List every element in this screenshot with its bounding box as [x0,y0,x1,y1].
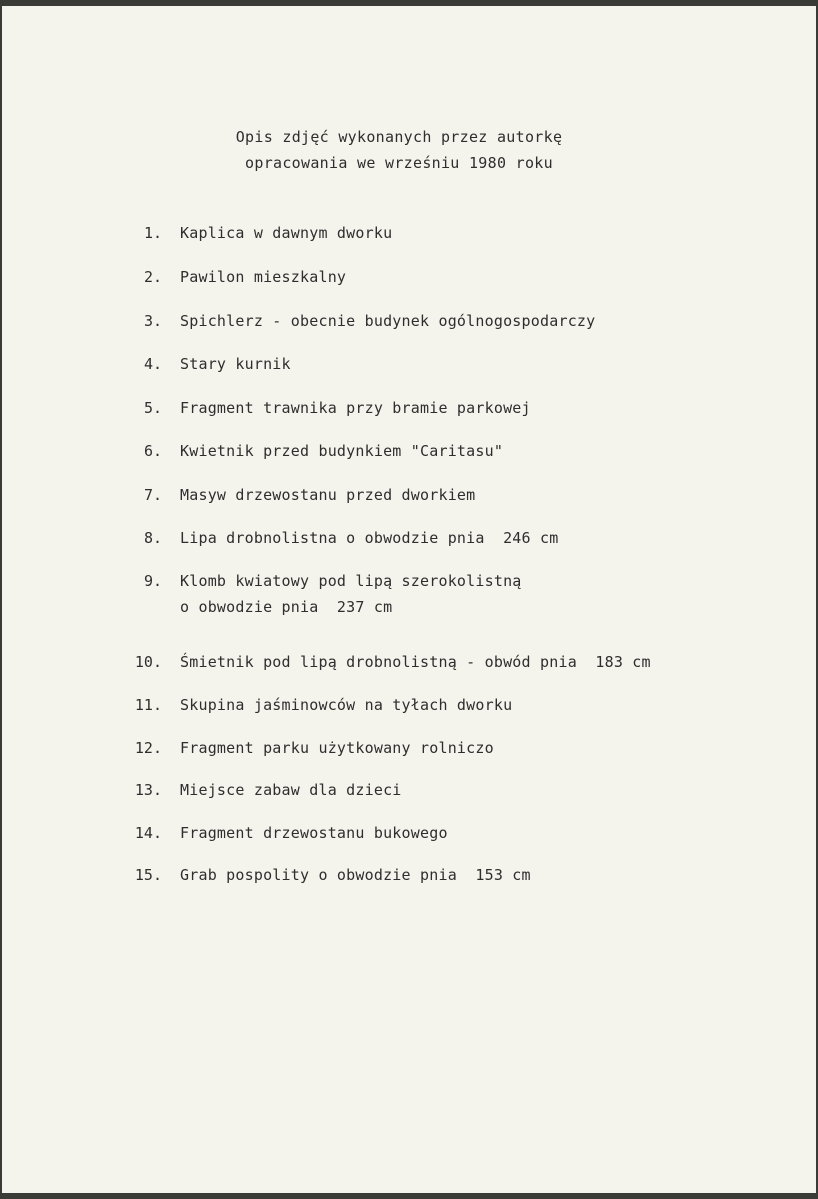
list-item [2,824,816,852]
item-text: Miejsce zabaw dla dzieci [180,781,402,799]
heading-line-2: opracowania we wrześniu 1980 roku [245,154,553,172]
item-number: 8. [143,529,162,547]
list-item [2,739,816,767]
item-text: Śmietnik pod lipą drobnolistną - obwód pnia 183 cm [180,653,651,671]
item-number: 1. [143,224,162,242]
list-item [2,696,816,724]
list-item [2,312,816,340]
item-text: Grab pospolity o obwodzie pnia 153 cm [180,866,531,884]
item-text: Kaplica w dawnym dworku [180,224,393,242]
heading-line-1: Opis zdjęć wykonanych przez autorkę [235,128,563,146]
item-text: Skupina jaśminowców na tyłach dworku [180,696,513,714]
item-text: Masyw drzewostanu przed dworkiem [180,486,476,504]
item-number: 14. [134,824,162,842]
list-item [2,529,816,557]
list-item [2,399,816,427]
item-number: 12. [134,739,162,757]
item-number: 13. [134,781,162,799]
item-number: 5. [143,399,162,417]
list-item [2,866,816,894]
list-item [2,442,816,470]
document-heading [2,124,796,176]
item-text: Fragment drzewostanu bukowego [180,824,448,842]
item-number: 6. [143,442,162,460]
list-item [2,653,816,681]
item-number: 2. [143,268,162,286]
item-number: 10. [134,653,162,671]
item-number: 11. [134,696,162,714]
item-text: Kwietnik przed budynkiem "Caritasu" [180,442,504,460]
item-text: Fragment parku użytkowany rolniczo [180,739,494,757]
list-item [2,224,816,252]
list-item [2,781,816,809]
item-number: 3. [143,312,162,330]
item-number: 7. [143,486,162,504]
item-number: 15. [134,866,162,884]
item-number: 9. [143,572,162,590]
item-text: Stary kurnik [180,355,291,373]
item-text: Fragment trawnika przy bramie parkowej [180,399,531,417]
item-text-continuation: o obwodzie pnia 237 cm [180,598,393,616]
list-item [2,572,816,626]
item-text: Klomb kwiatowy pod lipą szerokolistną [180,572,522,590]
item-text: Spichlerz - obecnie budynek ogólnogospodarczy [180,312,596,330]
item-number: 4. [143,355,162,373]
list-item [2,355,816,383]
list-item [2,486,816,514]
list-item [2,268,816,296]
document-page [2,6,816,1193]
item-text: Lipa drobnolistna o obwodzie pnia 246 cm [180,529,559,547]
item-text: Pawilon mieszkalny [180,268,347,286]
